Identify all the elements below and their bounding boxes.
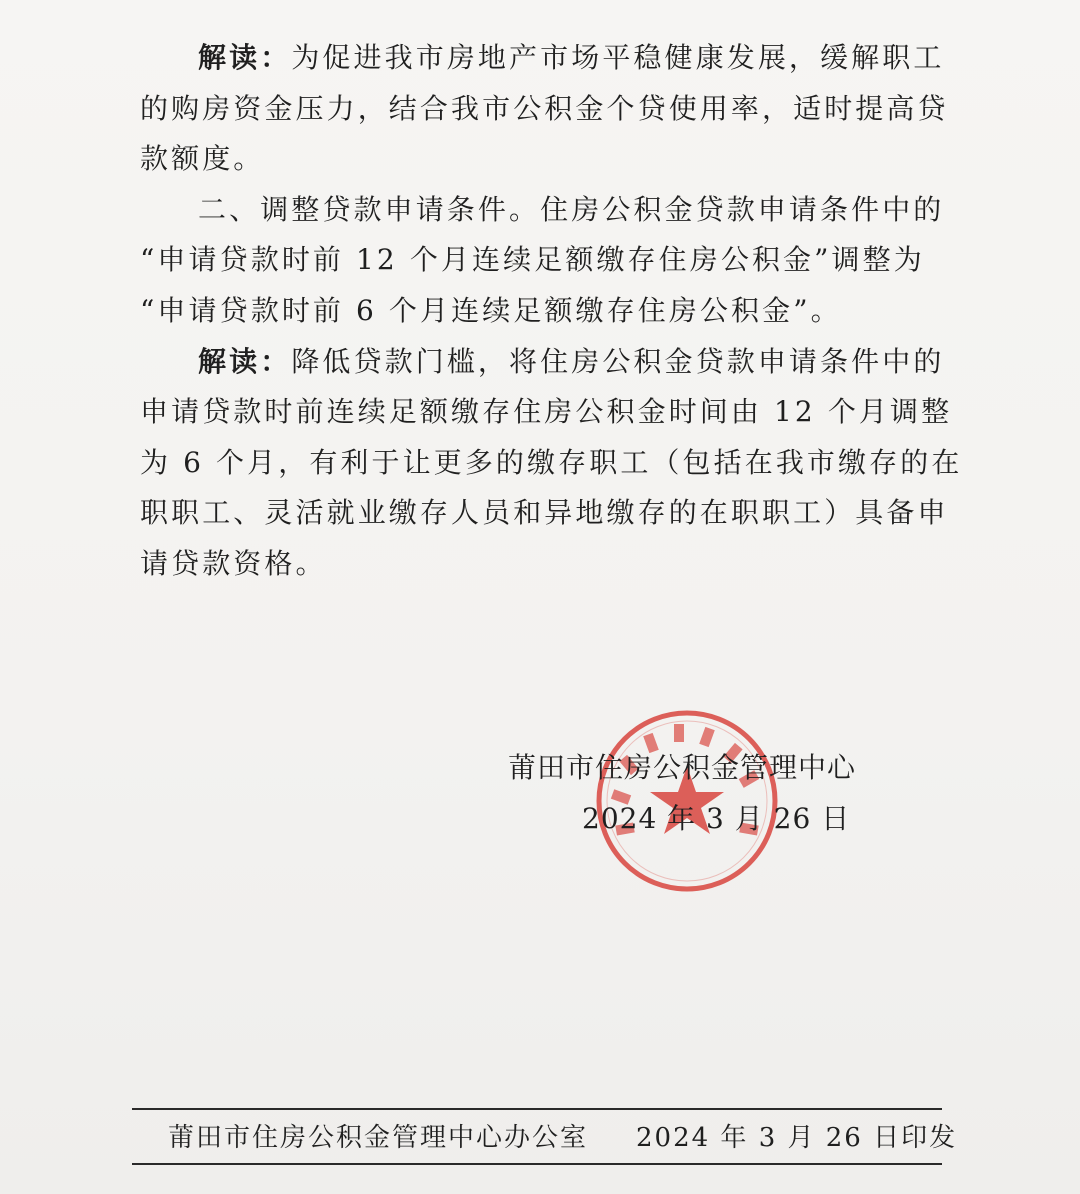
body-line: 款额度。 (140, 142, 265, 175)
footer-issue-date: 2024 年 3 月 26 日印发 (636, 1123, 958, 1153)
signing-organization: 莆田市住房公积金管理中心 (508, 751, 857, 784)
body-line (198, 342, 945, 382)
footer-bottom-rule (132, 1163, 942, 1165)
body-line: 为 6 个月，有利于让更多的缴存职工（包括在我市缴存的在 (140, 446, 963, 479)
body-text: 为促进我市房地产市场平稳健康发展，缓解职工 (291, 41, 945, 74)
footer-top-rule (132, 1108, 942, 1110)
body-line: “申请贷款时前 12 个月连续足额缴存住房公积金”调整为 (140, 243, 925, 276)
body-line: “申请贷款时前 6 个月连续足额缴存住房公积金”。 (140, 294, 842, 327)
body-line: 的购房资金压力，结合我市公积金个贷使用率，适时提高贷 (140, 92, 949, 125)
body-text: 降低贷款门槛，将住房公积金贷款申请条件中的 (291, 345, 945, 378)
interpretation-label: 解读： (198, 345, 292, 378)
body-line: 职职工、灵活就业缴存人员和异地缴存的在职职工）具备申 (140, 496, 949, 529)
body-line: 二、调整贷款申请条件。住房公积金贷款申请条件中的 (198, 193, 945, 226)
interpretation-label: 解读： (198, 41, 292, 74)
body-line: 申请贷款时前连续足额缴存住房公积金时间由 12 个月调整 (140, 395, 953, 428)
signing-date: 2024 年 3 月 26 日 (582, 802, 851, 835)
body-line: 请贷款资格。 (140, 547, 327, 580)
body-line (198, 38, 945, 78)
footer-issuer: 莆田市住房公积金管理中心办公室 (168, 1123, 589, 1153)
